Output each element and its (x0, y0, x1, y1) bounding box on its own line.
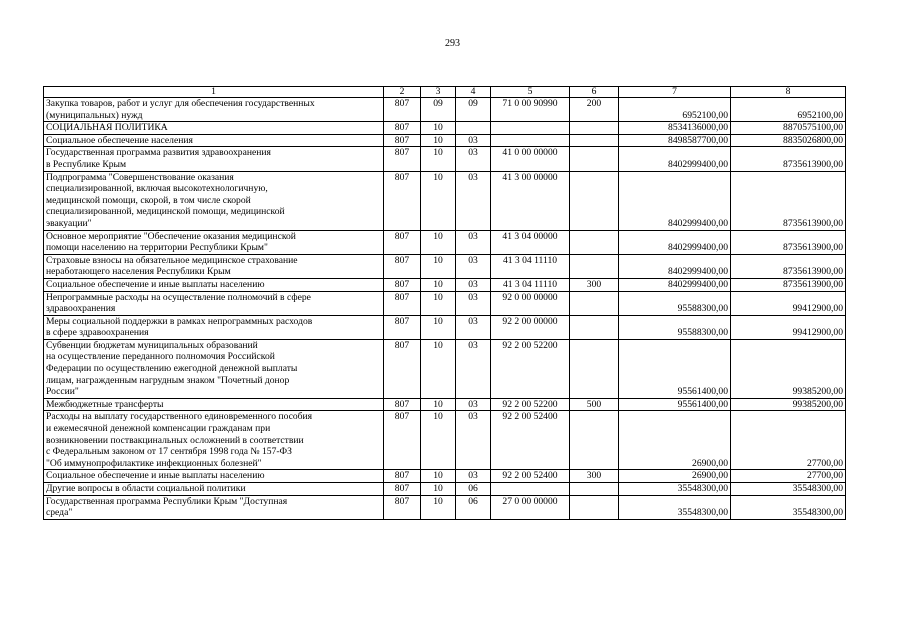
code-cell: 92 2 00 00000 (491, 315, 570, 339)
code-cell: 03 (456, 398, 491, 411)
code-cell: 92 0 00 00000 (491, 291, 570, 315)
table-row (44, 122, 846, 135)
code-cell: 807 (384, 278, 421, 291)
code-cell: 10 (421, 230, 456, 254)
amount-cell: 8835026800,00 (731, 134, 846, 147)
amount-cell: 99412900,00 (731, 291, 846, 315)
row-description: Межбюджетные трансферты (44, 398, 384, 411)
table-row (44, 278, 846, 291)
table-row (44, 147, 846, 171)
code-cell: 09 (456, 98, 491, 122)
code-cell (570, 147, 619, 171)
amount-cell: 6952100,00 (619, 98, 731, 122)
amount-cell: 35548300,00 (731, 483, 846, 496)
code-cell: 41 3 04 11110 (491, 254, 570, 278)
code-cell: 807 (384, 483, 421, 496)
code-cell: 41 3 04 11110 (491, 278, 570, 291)
code-cell: 807 (384, 254, 421, 278)
table-row (44, 315, 846, 339)
amount-cell: 8870575100,00 (731, 122, 846, 135)
column-header: 8 (731, 87, 846, 98)
code-cell (570, 171, 619, 230)
budget-table (43, 86, 846, 520)
row-description: Расходы на выплату государственного единовременного пособия и ежемесячной денежной компенсации гражданам при возникновении поствакцинальных осложнений в соответствии с Федеральным законом от 17 сентября 1998 года № 157-ФЗ "Об иммунопрофилактике инфекционных болезней" (44, 411, 384, 470)
code-cell (570, 291, 619, 315)
code-cell: 300 (570, 470, 619, 483)
row-description: Страховые взносы на обязательное медицинское страхование неработающего населения Республики Крым (44, 254, 384, 278)
amount-cell: 8735613900,00 (731, 230, 846, 254)
code-cell: 807 (384, 495, 421, 519)
code-cell (570, 134, 619, 147)
row-description: СОЦИАЛЬНАЯ ПОЛИТИКА (44, 122, 384, 135)
code-cell: 06 (456, 483, 491, 496)
amount-cell: 8402999400,00 (619, 254, 731, 278)
code-cell: 10 (421, 483, 456, 496)
code-cell: 807 (384, 398, 421, 411)
amount-cell: 27700,00 (731, 470, 846, 483)
table-row (44, 171, 846, 230)
code-cell (570, 315, 619, 339)
amount-cell: 95561400,00 (619, 339, 731, 398)
row-description: Государственная программа развития здравоохранения в Республике Крым (44, 147, 384, 171)
code-cell: 10 (421, 147, 456, 171)
code-cell: 807 (384, 122, 421, 135)
code-cell (570, 122, 619, 135)
code-cell: 10 (421, 495, 456, 519)
table-header-row (44, 87, 846, 98)
column-header: 7 (619, 87, 731, 98)
amount-cell: 6952100,00 (731, 98, 846, 122)
code-cell (491, 122, 570, 135)
page-number: 293 (445, 38, 460, 49)
table-row (44, 495, 846, 519)
code-cell: 807 (384, 230, 421, 254)
code-cell: 10 (421, 171, 456, 230)
row-description: Подпрограмма "Совершенствование оказания специализированной, включая высокотехнологичную, медицинской помощи, скорой, в том числе скорой специализированной, медицинской помощи, медицинской эвакуации" (44, 171, 384, 230)
code-cell (570, 339, 619, 398)
amount-cell: 8735613900,00 (731, 171, 846, 230)
code-cell: 500 (570, 398, 619, 411)
amount-cell: 8402999400,00 (619, 147, 731, 171)
table-row (44, 470, 846, 483)
code-cell: 03 (456, 147, 491, 171)
amount-cell: 8498587700,00 (619, 134, 731, 147)
amount-cell: 8402999400,00 (619, 278, 731, 291)
code-cell: 807 (384, 291, 421, 315)
code-cell: 03 (456, 278, 491, 291)
amount-cell: 95588300,00 (619, 291, 731, 315)
amount-cell: 8735613900,00 (731, 278, 846, 291)
code-cell: 200 (570, 98, 619, 122)
amount-cell: 26900,00 (619, 470, 731, 483)
table-row (44, 398, 846, 411)
row-description: Закупка товаров, работ и услуг для обеспечения государственных (муниципальных) нужд (44, 98, 384, 122)
code-cell: 71 0 00 90990 (491, 98, 570, 122)
code-cell: 09 (421, 98, 456, 122)
code-cell: 92 2 00 52400 (491, 411, 570, 470)
amount-cell: 35548300,00 (619, 495, 731, 519)
code-cell (456, 122, 491, 135)
code-cell: 10 (421, 339, 456, 398)
code-cell: 300 (570, 278, 619, 291)
code-cell: 807 (384, 411, 421, 470)
row-description: Социальное обеспечение и иные выплаты населению (44, 470, 384, 483)
amount-cell: 8534136000,00 (619, 122, 731, 135)
code-cell (570, 411, 619, 470)
column-header: 2 (384, 87, 421, 98)
table-row (44, 291, 846, 315)
code-cell: 03 (456, 254, 491, 278)
column-header: 1 (44, 87, 384, 98)
amount-cell: 95561400,00 (619, 398, 731, 411)
code-cell (491, 483, 570, 496)
code-cell: 03 (456, 134, 491, 147)
code-cell: 03 (456, 315, 491, 339)
code-cell: 03 (456, 230, 491, 254)
code-cell: 03 (456, 291, 491, 315)
row-description: Государственная программа Республики Крым "Доступная среда" (44, 495, 384, 519)
code-cell: 807 (384, 470, 421, 483)
column-header: 4 (456, 87, 491, 98)
code-cell (570, 483, 619, 496)
table-row (44, 411, 846, 470)
code-cell: 27 0 00 00000 (491, 495, 570, 519)
code-cell: 807 (384, 147, 421, 171)
table-row (44, 230, 846, 254)
table-row (44, 134, 846, 147)
code-cell: 807 (384, 315, 421, 339)
column-header: 5 (491, 87, 570, 98)
row-description: Меры социальной поддержки в рамках непрограммных расходов в сфере здравоохранения (44, 315, 384, 339)
code-cell (491, 134, 570, 147)
code-cell: 92 2 00 52200 (491, 339, 570, 398)
code-cell: 41 3 04 00000 (491, 230, 570, 254)
amount-cell: 8402999400,00 (619, 230, 731, 254)
amount-cell: 8735613900,00 (731, 147, 846, 171)
code-cell: 807 (384, 98, 421, 122)
row-description: Субвенции бюджетам муниципальных образований на осуществление переданного полномочия Российской Федерации по осуществлению ежегодной денежной выплаты лицам, награжденным нагрудным знаком "Почетный донор России" (44, 339, 384, 398)
code-cell: 06 (456, 495, 491, 519)
table-row (44, 98, 846, 122)
row-description: Основное мероприятие "Обеспечение оказания медицинской помощи населению на территории Республики Крым" (44, 230, 384, 254)
code-cell: 807 (384, 339, 421, 398)
amount-cell: 35548300,00 (731, 495, 846, 519)
code-cell (570, 254, 619, 278)
amount-cell: 8402999400,00 (619, 171, 731, 230)
table-row (44, 339, 846, 398)
code-cell: 41 3 00 00000 (491, 171, 570, 230)
code-cell: 92 2 00 52400 (491, 470, 570, 483)
code-cell: 10 (421, 398, 456, 411)
code-cell: 41 0 00 00000 (491, 147, 570, 171)
code-cell (570, 230, 619, 254)
code-cell: 10 (421, 291, 456, 315)
code-cell: 10 (421, 134, 456, 147)
code-cell: 807 (384, 134, 421, 147)
code-cell (570, 495, 619, 519)
code-cell: 10 (421, 315, 456, 339)
row-description: Непрограммные расходы на осуществление полномочий в сфере здравоохранения (44, 291, 384, 315)
code-cell: 10 (421, 254, 456, 278)
code-cell: 92 2 00 52200 (491, 398, 570, 411)
amount-cell: 99385200,00 (731, 339, 846, 398)
amount-cell: 35548300,00 (619, 483, 731, 496)
row-description: Социальное обеспечение населения (44, 134, 384, 147)
code-cell: 10 (421, 470, 456, 483)
table-row (44, 254, 846, 278)
column-header: 3 (421, 87, 456, 98)
amount-cell: 27700,00 (731, 411, 846, 470)
row-description: Социальное обеспечение и иные выплаты населению (44, 278, 384, 291)
code-cell: 03 (456, 339, 491, 398)
code-cell: 10 (421, 411, 456, 470)
code-cell: 10 (421, 122, 456, 135)
code-cell: 807 (384, 171, 421, 230)
code-cell: 03 (456, 411, 491, 470)
table-row (44, 483, 846, 496)
row-description: Другие вопросы в области социальной политики (44, 483, 384, 496)
amount-cell: 99385200,00 (731, 398, 846, 411)
amount-cell: 8735613900,00 (731, 254, 846, 278)
code-cell: 03 (456, 171, 491, 230)
amount-cell: 99412900,00 (731, 315, 846, 339)
code-cell: 10 (421, 278, 456, 291)
amount-cell: 95588300,00 (619, 315, 731, 339)
code-cell: 03 (456, 470, 491, 483)
amount-cell: 26900,00 (619, 411, 731, 470)
column-header: 6 (570, 87, 619, 98)
